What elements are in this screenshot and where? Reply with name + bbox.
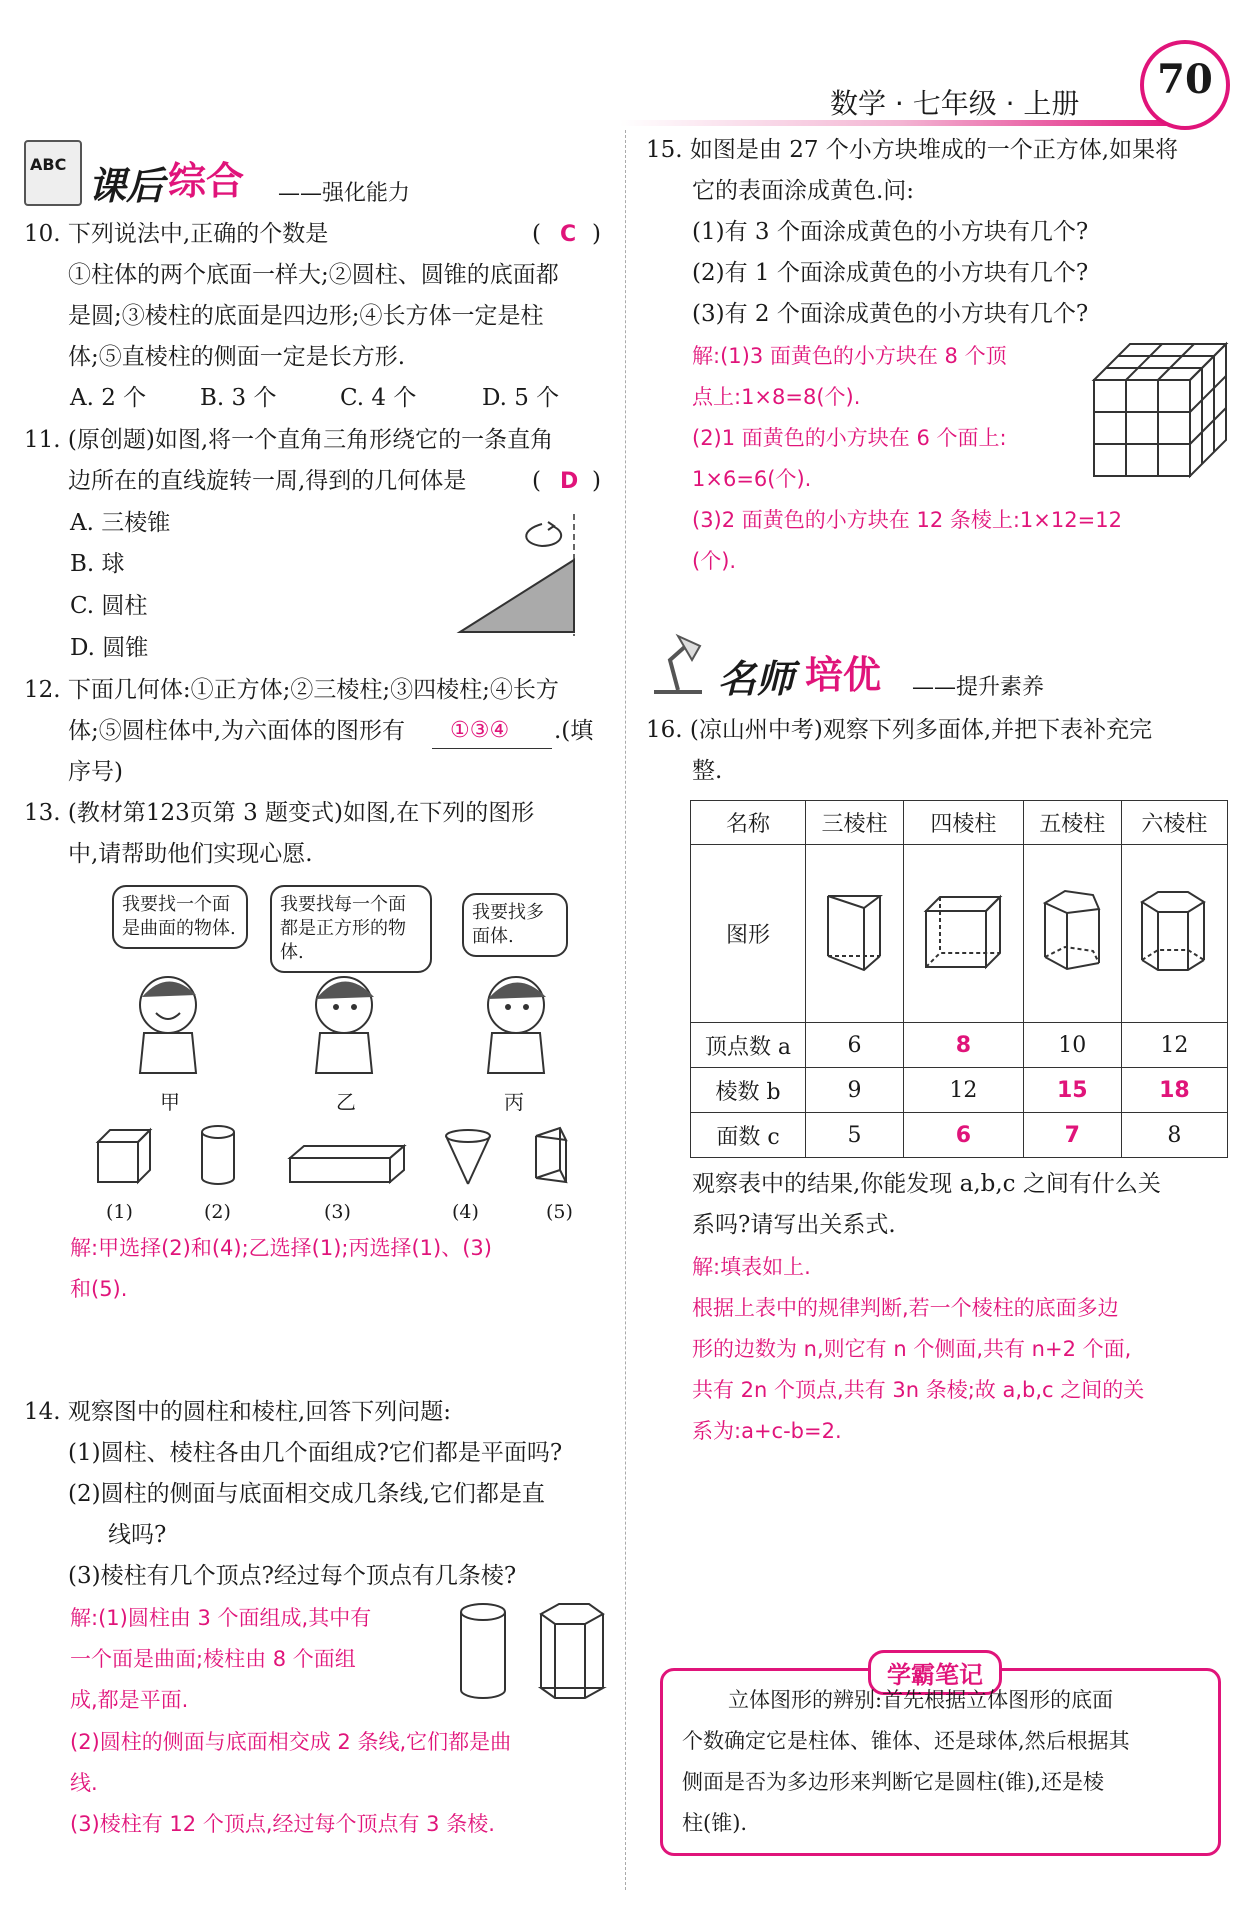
study-note-title: 学霸笔记 (868, 1650, 1002, 1695)
shape-label-2: (2) (204, 1201, 231, 1223)
q11-option-a: A. 三棱锥 (70, 510, 171, 536)
q14-item-2: (2)圆柱的侧面与底面相交成几条线,它们都是直 (68, 1481, 545, 1507)
q14-stem: 14. 观察图中的圆柱和棱柱,回答下列问题: (24, 1399, 451, 1425)
q10-line-1: ①柱体的两个底面一样大;②圆柱、圆锥的底面都 (68, 262, 559, 288)
polyhedra-table (690, 800, 1228, 1158)
section-title-a: 课后 (88, 164, 165, 208)
row-label-vertices: 顶点数 a (691, 1023, 806, 1068)
column-divider (625, 130, 626, 1890)
vertices-hexagonal: 12 (1121, 1023, 1227, 1068)
q14-item-1: (1)圆柱、棱柱各由几个面组成?它们都是平面吗? (68, 1440, 563, 1466)
faces-hexagonal: 8 (1121, 1113, 1227, 1158)
cylinder-shape (202, 1126, 234, 1184)
q12-answer: ①③④ (450, 718, 510, 743)
kid-label-yi: 乙 (336, 1090, 356, 1114)
edges-hexagonal: 18 (1121, 1068, 1227, 1113)
q16-solution-3: 形的边数为 n,则它有 n 个侧面,共有 n+2 个面, (692, 1337, 1132, 1361)
table-header-triangular: 三棱柱 (806, 801, 904, 845)
q16-solution-5: 系为:a+c-b=2. (692, 1419, 842, 1443)
study-note-line-1: 立体图形的辨别:首先根据立体图形的底面 (728, 1688, 1114, 1712)
study-note-line-3: 侧面是否为多边形来判断它是圆柱(锥),还是棱 (682, 1770, 1105, 1794)
book-icon-label: ABC (30, 155, 67, 174)
q15-item-3: (3)有 2 个面涂成黄色的小方块有几个? (692, 301, 1089, 327)
q16-solution-2: 根据上表中的规律判断,若一个棱柱的底面多边 (692, 1296, 1119, 1320)
q16-stem: 16. (凉山州中考)观察下列多面体,并把下表补充完 (646, 717, 1153, 743)
q10-paren-open: ( (532, 221, 541, 247)
q14-solution-2: 一个面是曲面;棱柱由 8 个面组 (70, 1647, 356, 1671)
q14-solution-4: (2)圆柱的侧面与底面相交成 2 条线,它们都是曲 (70, 1730, 512, 1754)
section-subtitle: ——强化能力 (278, 181, 411, 206)
cone-shape (446, 1130, 490, 1184)
q11-stem-2: 边所在的直线旋转一周,得到的几何体是 (68, 468, 467, 494)
shape-label-3: (3) (324, 1201, 351, 1223)
table-figure-label: 图形 (691, 845, 806, 1023)
child-figure-bing (468, 965, 568, 1075)
q15-stem-2: 它的表面涂成黄色.问: (692, 178, 915, 204)
cuboid-shape (290, 1146, 404, 1182)
speech-bubble-yi: 我要找每一个面都是正方形的物体. (270, 885, 432, 973)
q15-solution-4: 1×6=6(个). (692, 467, 812, 491)
section2-subtitle: ——提升素养 (912, 675, 1045, 700)
kid-label-bing: 丙 (504, 1090, 524, 1114)
q10-line-2: 是圆;③棱柱的底面是四边形;④长方体一定是柱 (68, 303, 544, 329)
q15-solution-5: (3)2 面黄色的小方块在 12 条棱上:1×12=12 (692, 508, 1122, 532)
vertices-pentagonal: 10 (1023, 1023, 1121, 1068)
child-figure-yi (296, 965, 396, 1075)
q16-solution-1: 解:填表如上. (692, 1255, 811, 1279)
q15-stem: 15. 如图是由 27 个小方块堆成的一个正方体,如果将 (646, 137, 1179, 163)
q12-stem-3: 序号) (68, 759, 123, 785)
table-header-quadrangular: 四棱柱 (904, 801, 1024, 845)
page-number: 70 (1157, 56, 1213, 103)
header-title: 数学 · 七年级 · 上册 (830, 87, 1080, 120)
q15-item-1: (1)有 3 个面涂成黄色的小方块有几个? (692, 219, 1089, 245)
q13-solution-1: 解:甲选择(2)和(4);乙选择(1);丙选择(1)、(3) (70, 1236, 492, 1260)
q13-solution-2: 和(5). (70, 1277, 128, 1301)
cylinder-figure (461, 1604, 505, 1698)
q10-stem: 10. 下列说法中,正确的个数是 (24, 221, 329, 247)
rubik-cube-figure (1090, 340, 1230, 480)
row-label-faces: 面数 c (691, 1113, 806, 1158)
faces-pentagonal: 7 (1023, 1113, 1121, 1158)
q11-answer: D (560, 469, 579, 494)
q15-solution-1: 解:(1)3 面黄色的小方块在 8 个顶 (692, 344, 1007, 368)
study-note-line-2: 个数确定它是柱体、锥体、还是球体,然后根据其 (682, 1729, 1130, 1753)
table-header-pentagonal: 五棱柱 (1023, 801, 1121, 845)
hexagonal-prism-figure (541, 1604, 603, 1698)
q11-option-d: D. 圆锥 (70, 635, 149, 661)
q14-item-3: (3)棱柱有几个顶点?经过每个顶点有几条棱? (68, 1563, 517, 1589)
speech-bubble-bing: 我要找多面体. (462, 893, 568, 957)
q14-cylinder-prism-figure (455, 1600, 615, 1710)
q14-solution-6: (3)棱柱有 12 个顶点,经过每个顶点有 3 条棱. (70, 1812, 495, 1836)
q10-option-a: A. 2 个 (70, 385, 147, 411)
q15-solution-2: 点上:1×8=8(个). (692, 385, 861, 409)
q16-after-2: 系吗?请写出关系式. (692, 1212, 896, 1238)
q12-stem-2b: .(填 (554, 718, 594, 744)
q14-solution-3: 成,都是平面. (70, 1688, 189, 1712)
q10-paren-close: ) (592, 221, 601, 247)
q10-option-d: D. 5 个 (482, 385, 560, 411)
q10-answer: C (560, 222, 577, 247)
q12-stem-2a: 体;⑤圆柱体中,为六面体的图形有 (68, 718, 406, 744)
faces-triangular: 5 (806, 1113, 904, 1158)
q12-answer-blank (432, 748, 552, 749)
edges-triangular: 9 (806, 1068, 904, 1113)
q10-option-c: C. 4 个 (340, 385, 417, 411)
edges-pentagonal: 15 (1023, 1068, 1121, 1113)
q12-stem: 12. 下面几何体:①正方体;②三棱柱;③四棱柱;④长方 (24, 677, 559, 703)
q14-solution-5: 线. (70, 1771, 98, 1795)
table-header-name: 名称 (691, 801, 806, 845)
cube-shape (98, 1130, 150, 1182)
q11-option-b: B. 球 (70, 551, 125, 577)
kid-label-jia: 甲 (160, 1090, 180, 1114)
q11-paren-open: ( (532, 468, 541, 494)
speech-bubble-jia: 我要找一个面是曲面的物体. (112, 885, 248, 949)
row-label-edges: 棱数 b (691, 1068, 806, 1113)
section-title-b: 综合 (168, 159, 245, 203)
quadrangular-prism-figure (904, 845, 1024, 1023)
q14-solution-1: 解:(1)圆柱由 3 个面组成,其中有 (70, 1606, 372, 1630)
q11-option-c: C. 圆柱 (70, 593, 148, 619)
shape-label-4: (4) (452, 1201, 479, 1223)
hexagonal-prism-table-figure (1121, 845, 1227, 1023)
q15-item-2: (2)有 1 个面涂成黄色的小方块有几个? (692, 260, 1089, 286)
q10-line-3: 体;⑤直棱柱的侧面一定是长方形. (68, 344, 406, 370)
shape-label-5: (5) (546, 1201, 573, 1223)
child-figure-jia (120, 965, 220, 1075)
lamp-icon (648, 630, 708, 700)
q10-option-b: B. 3 个 (200, 385, 277, 411)
vertices-triangular: 6 (806, 1023, 904, 1068)
triangular-prism-figure (806, 845, 904, 1023)
pentagonal-prism-figure (1023, 845, 1121, 1023)
edges-quadrangular: 12 (904, 1068, 1024, 1113)
q16-stem-2: 整. (692, 758, 723, 784)
shape-label-1: (1) (106, 1201, 133, 1223)
q14-item-2-cont: 线吗? (108, 1522, 167, 1548)
rotating-triangle-figure (450, 510, 610, 640)
triangular-prism-shape (536, 1128, 566, 1182)
q13-stem-2: 中,请帮助他们实现心愿. (68, 841, 313, 867)
q16-after-1: 观察表中的结果,你能发现 a,b,c 之间有什么关 (692, 1171, 1161, 1197)
study-note-line-4: 柱(锥). (682, 1811, 748, 1835)
vertices-quadrangular: 8 (904, 1023, 1024, 1068)
q13-stem: 13. (教材第123页第 3 题变式)如图,在下列的图形 (24, 800, 535, 826)
q11-stem: 11. (原创题)如图,将一个直角三角形绕它的一条直角 (24, 427, 554, 453)
faces-quadrangular: 6 (904, 1113, 1024, 1158)
section2-title-b: 培优 (805, 653, 882, 697)
q11-paren-close: ) (592, 468, 601, 494)
table-header-hexagonal: 六棱柱 (1121, 801, 1227, 845)
q15-solution-6: (个). (692, 549, 737, 573)
q15-solution-3: (2)1 面黄色的小方块在 6 个面上: (692, 426, 1007, 450)
q16-solution-4: 共有 2n 个顶点,共有 3n 条棱;故 a,b,c 之间的关 (692, 1378, 1145, 1402)
section2-title-a: 名师 (718, 657, 795, 701)
q13-shapes-figure (90, 1120, 590, 1200)
